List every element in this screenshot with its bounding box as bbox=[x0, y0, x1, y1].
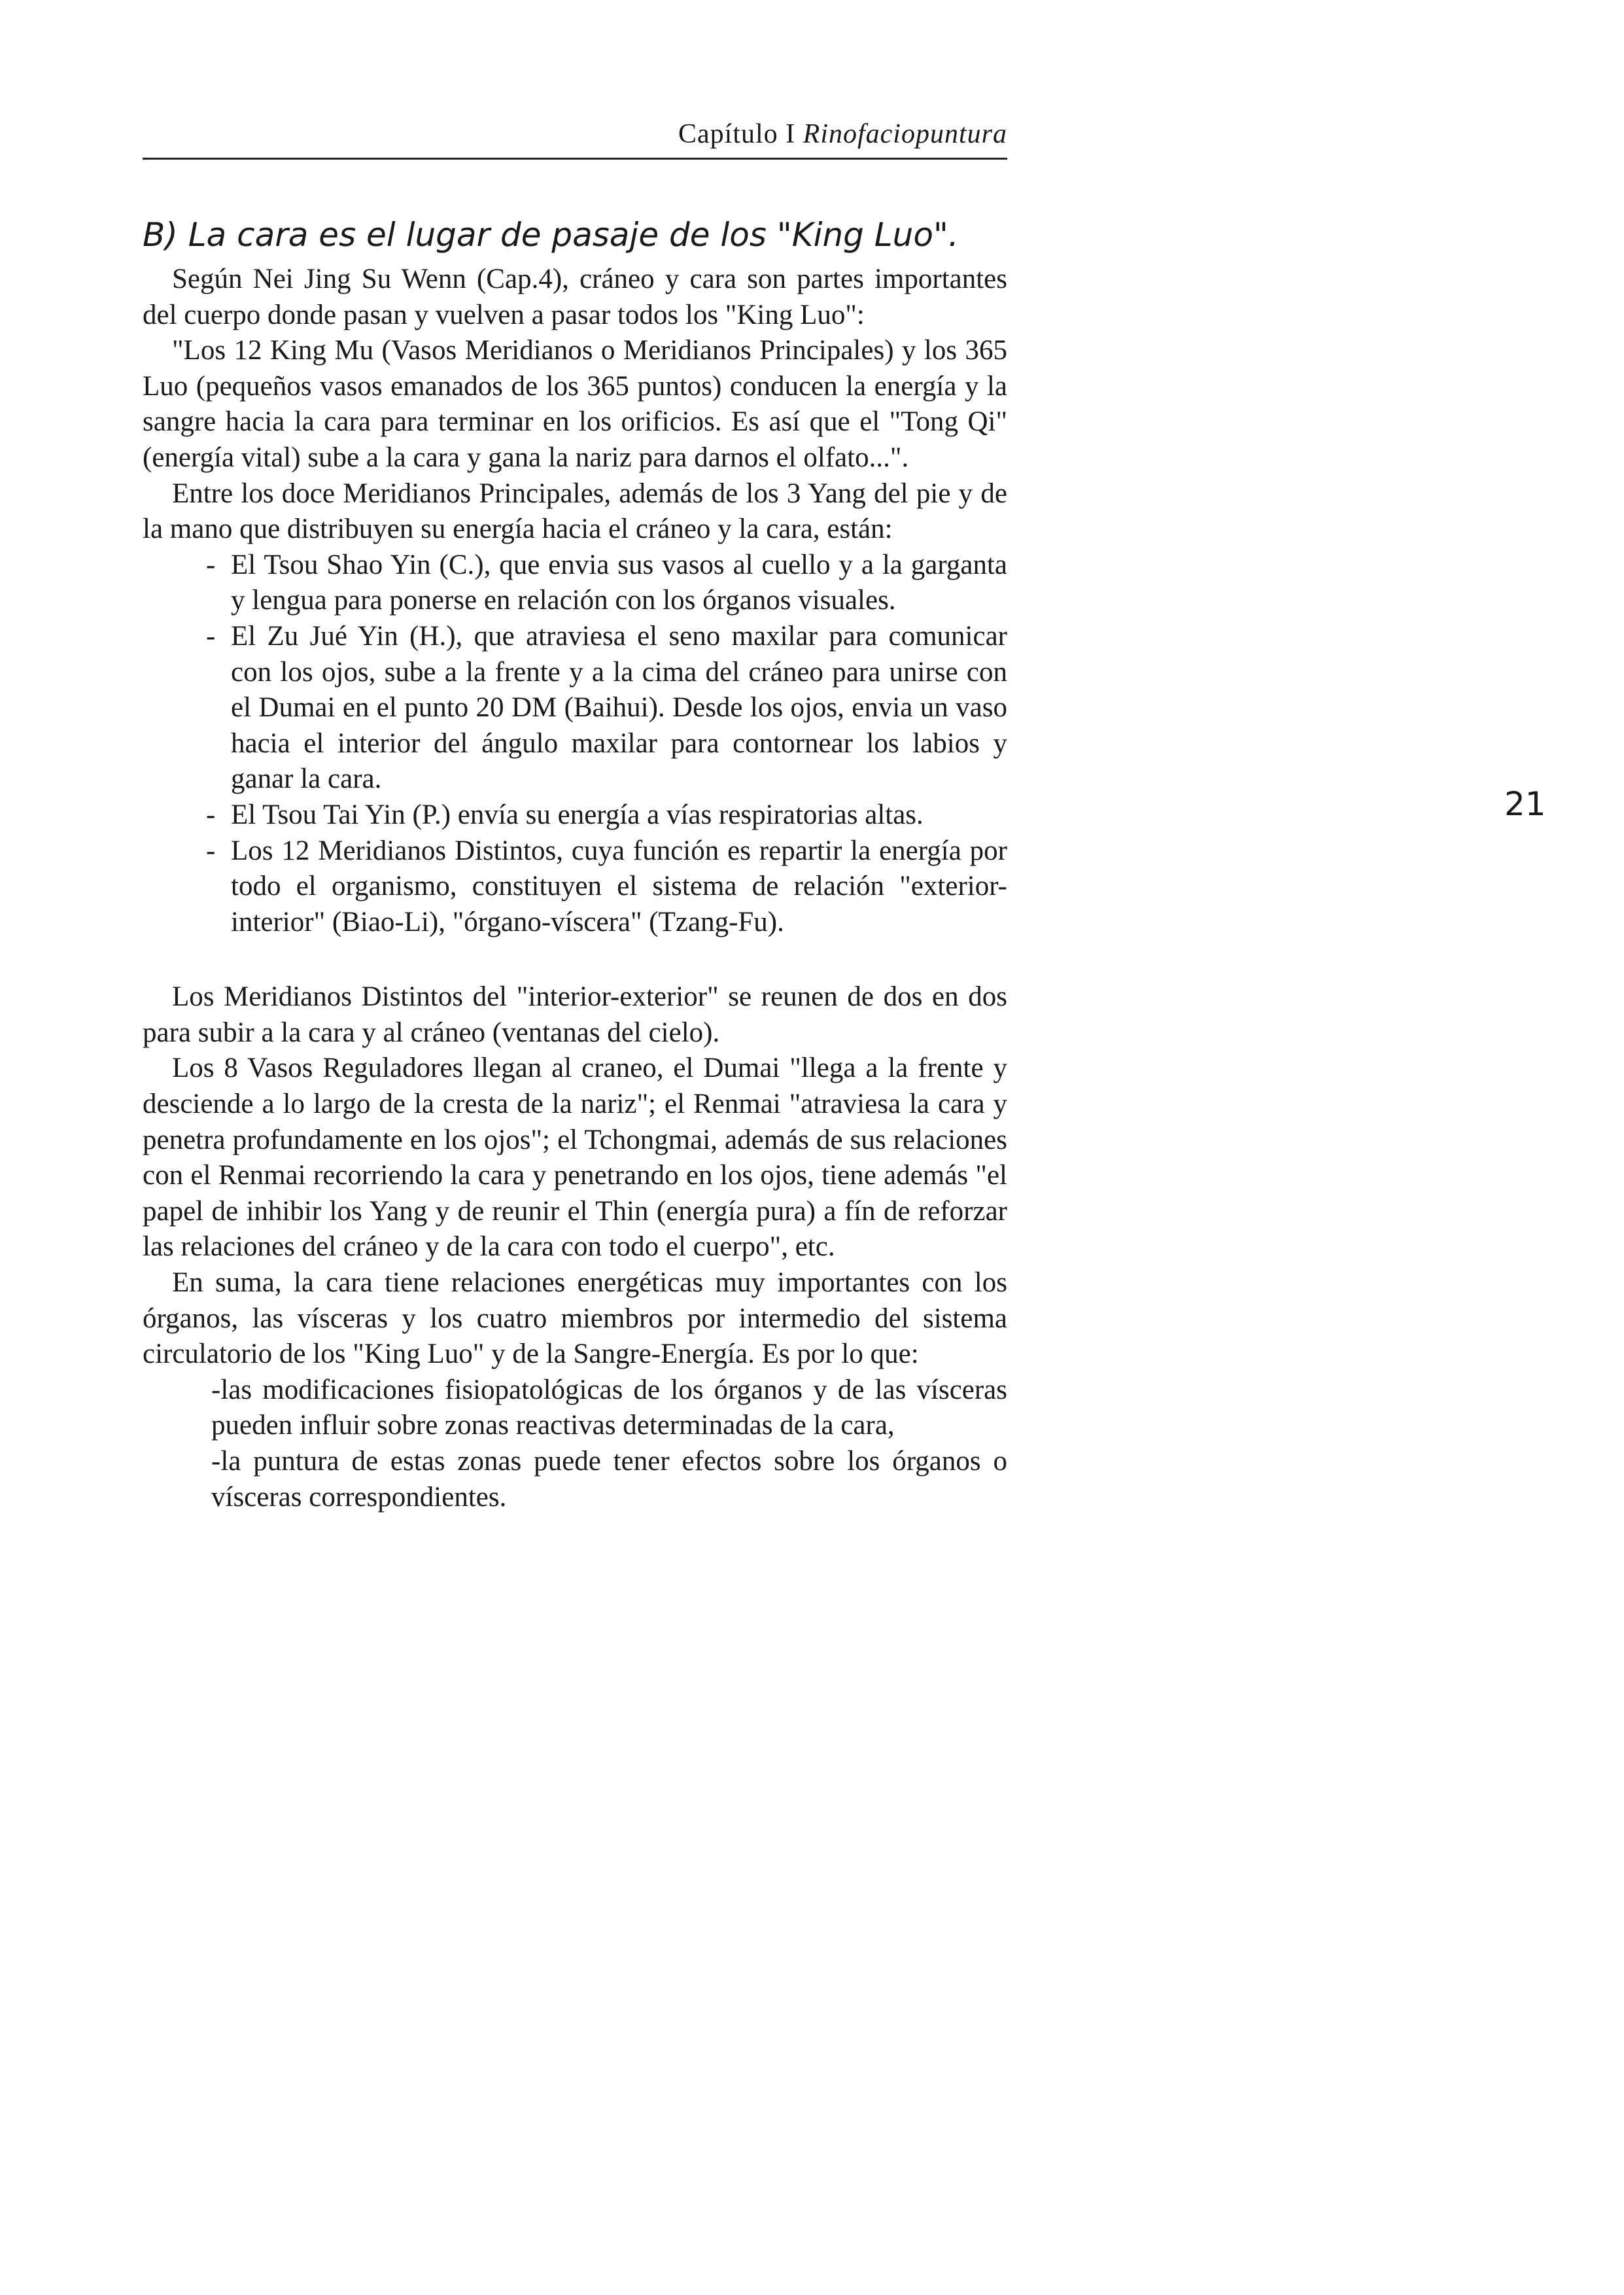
section-heading: B) La cara es el lugar de pasaje de los "King Luo". bbox=[143, 216, 959, 254]
page-number: 21 bbox=[1504, 785, 1546, 823]
paragraph-intro: Según Nei Jing Su Wenn (Cap.4), cráneo y cara son partes importantes del cuerpo donde pasan y vuelven a pasar todos los "King Luo": bbox=[143, 264, 1007, 330]
header-title: Rinofaciopuntura bbox=[803, 119, 1007, 149]
paragraph-summary: En suma, la cara tiene relaciones energéticas muy importantes con los órganos, las vísceras y los cuatro miembros por intermedio del sistema circulatorio de los "King Luo" y de la Sangre-Energía. Es por lo que: bbox=[143, 1267, 1007, 1370]
body-text bbox=[143, 262, 1007, 1515]
list-item: - El Tsou Shao Yin (C.), que envia sus vasos al cuello y a la garganta y lengua para ponerse en relación con los órganos visuales. bbox=[231, 548, 1007, 619]
list-item: - Los 12 Meridianos Distintos, cuya función es repartir la energía por todo el organismo, constituyen el sistema de relación "exterior-interior" (Biao-Li), "órgano-víscera" (Tzang-Fu). bbox=[231, 833, 1007, 941]
list-item: - El Tsou Tai Yin (P.) envía su energía a vías respiratorias altas. bbox=[231, 797, 1007, 833]
spacer bbox=[143, 940, 1007, 979]
paragraph-meridians: Entre los doce Meridianos Principales, además de los 3 Yang del pie y de la mano que distribuyen su energía hacia el cráneo y la cara, están: bbox=[143, 478, 1007, 545]
paragraph-distinct-meridians: Los Meridianos Distintos del "interior-exterior" se reunen de dos en dos para subir a la cara y al cráneo (ventanas del cielo). bbox=[143, 981, 1007, 1048]
paragraph-quote: "Los 12 King Mu (Vasos Meridianos o Meridianos Principales) y los 365 Luo (pequeños vasos emanados de los 365 puntos) conducen la energía y la sangre hacia la cara para terminar en los orificios. Es así que el "Tong Qi" (energía vital) sube a la cara y gana la nariz para darnos el olfato...". bbox=[143, 335, 1007, 473]
sub-point-2: -la puntura de estas zonas puede tener efectos sobre los órganos o vísceras correspondientes. bbox=[211, 1446, 1007, 1513]
list-item: - El Zu Jué Yin (H.), que atraviesa el seno maxilar para comunicar con los ojos, sube a la frente y a la cima del cráneo para unirse con el Dumai en el punto 20 DM (Baihui). Desde los ojos, envia un vaso hacia el interior del ángulo maxilar para contornear los labios y ganar la cara. bbox=[231, 619, 1007, 797]
paragraph-regulator-vessels: Los 8 Vasos Reguladores llegan al craneo, el Dumai "llega a la frente y desciende a lo largo de la cresta de la nariz"; el Renmai "atraviesa la cara y penetra profundamente en los ojos"; el Tchongmai, además de sus relaciones con el Renmai recorriendo la cara y penetrando en los ojos, tiene además "el papel de inhibir los Yang y de reunir el Thin (energía pura) a fín de reforzar las relaciones del cráneo y de la cara con todo el cuerpo", etc. bbox=[143, 1053, 1007, 1263]
meridian-list bbox=[143, 548, 1007, 941]
header-chapter: Capítulo I bbox=[678, 119, 796, 149]
running-header bbox=[143, 116, 1007, 160]
sub-point-1: -las modificaciones fisiopatológicas de los órganos y de las vísceras pueden influir sobre zonas reactivas determinadas de la cara, bbox=[211, 1374, 1007, 1441]
